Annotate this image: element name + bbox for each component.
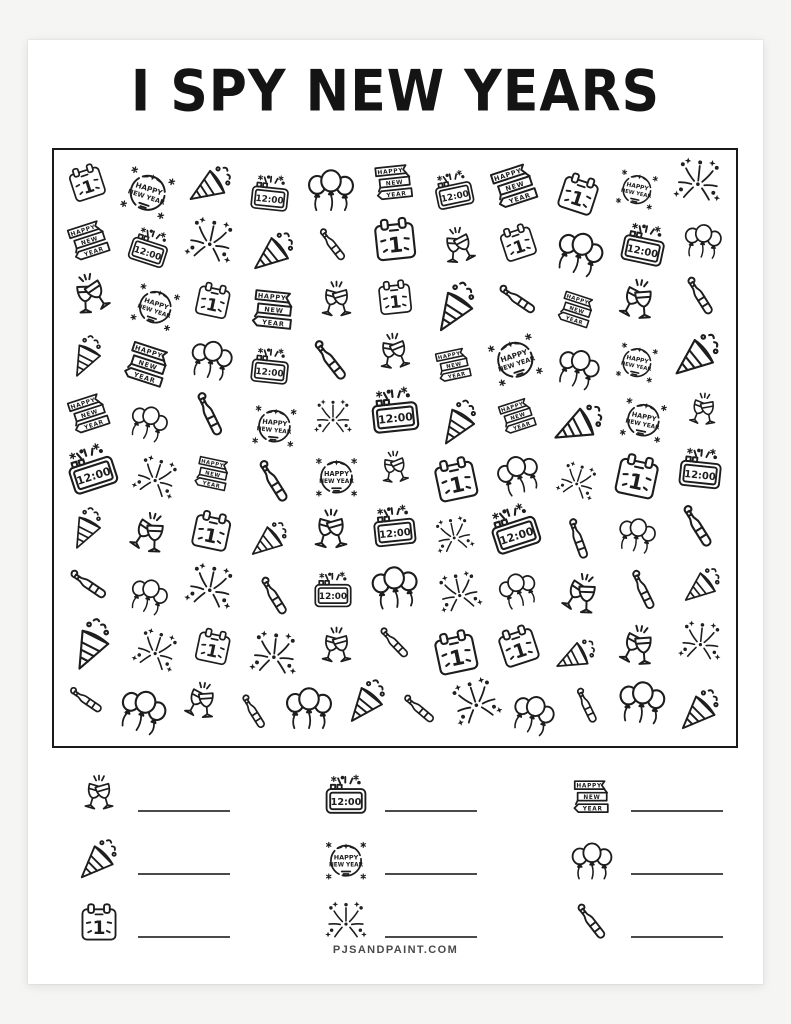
- clock-icon: [312, 571, 354, 613]
- badge-icon: [115, 159, 181, 225]
- answer-blank[interactable]: [385, 873, 477, 875]
- banner-icon: [550, 284, 603, 337]
- clock-icon: [616, 219, 672, 275]
- calendar-icon: [425, 622, 487, 684]
- horn-icon: [61, 329, 114, 382]
- clock-icon: [675, 445, 727, 497]
- badge-icon: [248, 399, 300, 451]
- answer-blank[interactable]: [138, 936, 230, 938]
- clock-icon: [323, 774, 369, 820]
- badge-icon: [616, 391, 672, 447]
- horn-icon: [677, 687, 724, 734]
- bottle-icon: [372, 620, 418, 666]
- bottle-icon: [616, 564, 672, 620]
- icon-row: [62, 448, 728, 506]
- badge-icon: [323, 837, 369, 883]
- badge-icon: [313, 453, 360, 500]
- answer-blank[interactable]: [385, 810, 477, 812]
- balloons-icon: [122, 568, 175, 621]
- badge-icon: [612, 164, 662, 214]
- firework-icon: [179, 558, 241, 620]
- key-item-banner: [569, 774, 723, 820]
- banner-icon: [60, 211, 119, 270]
- glasses-icon: [59, 265, 125, 331]
- balloons-icon: [122, 396, 175, 449]
- banner-icon: [188, 449, 238, 499]
- page: [28, 40, 763, 984]
- glasses-icon: [680, 390, 726, 436]
- calendar-icon: [61, 156, 114, 209]
- glasses-icon: [173, 676, 229, 732]
- banner-icon: [429, 340, 479, 390]
- answer-blank[interactable]: [138, 873, 230, 875]
- bottle-icon: [179, 385, 241, 447]
- clock-icon: [247, 344, 293, 390]
- answer-blank[interactable]: [631, 936, 723, 938]
- balloons-icon: [614, 673, 671, 730]
- answer-key-column: [569, 774, 723, 946]
- firework-icon: [125, 450, 184, 509]
- bottle-icon: [395, 685, 445, 735]
- banner-icon: [60, 384, 119, 443]
- firework-icon: [312, 398, 354, 440]
- icon-grid: [52, 148, 738, 748]
- glasses-icon: [305, 508, 357, 560]
- calendar-icon: [492, 217, 545, 270]
- answer-blank[interactable]: [138, 810, 230, 812]
- icon-row: [62, 678, 728, 736]
- firework-icon: [245, 627, 302, 684]
- bottle-icon: [489, 271, 548, 330]
- banner-icon: [115, 332, 181, 398]
- answer-blank[interactable]: [385, 936, 477, 938]
- bottle-icon: [61, 675, 114, 728]
- glasses-icon: [313, 626, 360, 673]
- horn-icon: [248, 227, 300, 279]
- balloons-icon: [489, 444, 548, 503]
- key-item-balloons: [569, 837, 723, 883]
- glasses-icon: [313, 280, 360, 327]
- horn-icon: [550, 629, 603, 682]
- horn-icon: [76, 837, 122, 883]
- page-title: I SPY NEW YEARS: [130, 59, 661, 125]
- glasses-icon: [369, 330, 421, 382]
- clock-icon: [482, 499, 548, 565]
- firework-icon: [675, 618, 727, 670]
- bottle-icon: [231, 690, 277, 736]
- clock-icon: [366, 385, 423, 442]
- firework-icon: [431, 567, 487, 623]
- balloons-icon: [283, 681, 335, 733]
- banner-icon: [569, 774, 615, 820]
- firework-icon: [125, 623, 184, 682]
- bottle-icon: [562, 682, 612, 732]
- horn-icon: [59, 611, 125, 677]
- calendar-icon: [366, 212, 423, 269]
- clock-icon: [429, 167, 479, 217]
- horn-icon: [425, 276, 487, 338]
- bottle-icon: [549, 511, 608, 570]
- badge-icon: [612, 337, 662, 387]
- bottle-icon: [305, 336, 357, 388]
- bottle-icon: [248, 572, 300, 624]
- glasses-icon: [607, 273, 669, 335]
- banner-icon: [245, 281, 302, 338]
- banner-icon: [492, 390, 545, 443]
- calendar-icon: [184, 503, 240, 559]
- horn-icon: [247, 517, 293, 563]
- footer-url: PJSANDPAINT.COM: [332, 944, 459, 956]
- banner-icon: [369, 157, 421, 209]
- glasses-icon: [115, 505, 181, 571]
- key-item-bottle: [569, 900, 723, 946]
- bottle-icon: [569, 900, 615, 946]
- calendar-icon: [188, 622, 238, 672]
- balloons-icon: [492, 562, 545, 615]
- horn-icon: [680, 563, 726, 609]
- horn-icon: [184, 158, 240, 214]
- balloons-icon: [366, 557, 423, 614]
- glasses-icon: [76, 774, 122, 820]
- firework-icon: [323, 900, 369, 946]
- calendar-icon: [549, 165, 608, 224]
- glasses-icon: [431, 222, 487, 278]
- icon-row: [62, 621, 728, 679]
- key-item-clock: [323, 774, 477, 820]
- bottle-icon: [675, 272, 727, 324]
- icon-row: [62, 275, 728, 333]
- bottle-icon: [669, 500, 726, 557]
- clock-icon: [247, 172, 293, 218]
- balloons-icon: [110, 677, 176, 743]
- key-item-calendar: [76, 900, 230, 946]
- key-item-firework: [323, 900, 477, 946]
- key-item-horn: [76, 837, 230, 883]
- icon-row: [62, 218, 728, 276]
- firework-icon: [669, 154, 726, 211]
- balloons-icon: [184, 331, 240, 387]
- calendar-icon: [372, 275, 418, 321]
- firework-icon: [550, 456, 603, 509]
- icon-row: [62, 160, 728, 218]
- balloons-icon: [680, 217, 726, 263]
- firework-icon: [443, 671, 509, 737]
- calendar-icon: [607, 446, 669, 508]
- bottle-icon: [245, 454, 302, 511]
- calendar-icon: [489, 617, 548, 676]
- answer-blank[interactable]: [631, 873, 723, 875]
- balloons-icon: [504, 684, 563, 743]
- balloons-icon: [612, 509, 662, 559]
- calendar-icon: [76, 900, 122, 946]
- icon-row: [62, 563, 728, 621]
- glasses-icon: [372, 448, 418, 494]
- answer-key: [76, 774, 723, 946]
- bottle-icon: [312, 225, 354, 267]
- badge-icon: [125, 277, 184, 336]
- answer-blank[interactable]: [631, 810, 723, 812]
- icon-row: [62, 333, 728, 391]
- answer-key-column: [323, 774, 477, 946]
- horn-icon: [61, 502, 114, 555]
- horn-icon: [431, 394, 487, 450]
- firework-icon: [429, 512, 479, 562]
- horn-icon: [669, 327, 726, 384]
- balloons-icon: [305, 163, 357, 215]
- badge-icon: [482, 326, 548, 392]
- clock-icon: [122, 223, 175, 276]
- answer-key-column: [76, 774, 230, 946]
- calendar-icon: [425, 449, 487, 511]
- icon-row: [62, 506, 728, 564]
- glasses-icon: [607, 619, 669, 681]
- balloons-icon: [549, 338, 608, 397]
- key-item-glasses: [76, 774, 230, 820]
- banner-icon: [482, 153, 548, 219]
- clock-icon: [369, 503, 421, 555]
- clock-icon: [59, 438, 125, 504]
- bottle-icon: [60, 556, 119, 615]
- key-item-badge: [323, 837, 477, 883]
- balloons-icon: [569, 837, 615, 883]
- calendar-icon: [188, 276, 238, 326]
- icon-row: [62, 390, 728, 448]
- firework-icon: [179, 213, 241, 275]
- horn-icon: [341, 675, 393, 727]
